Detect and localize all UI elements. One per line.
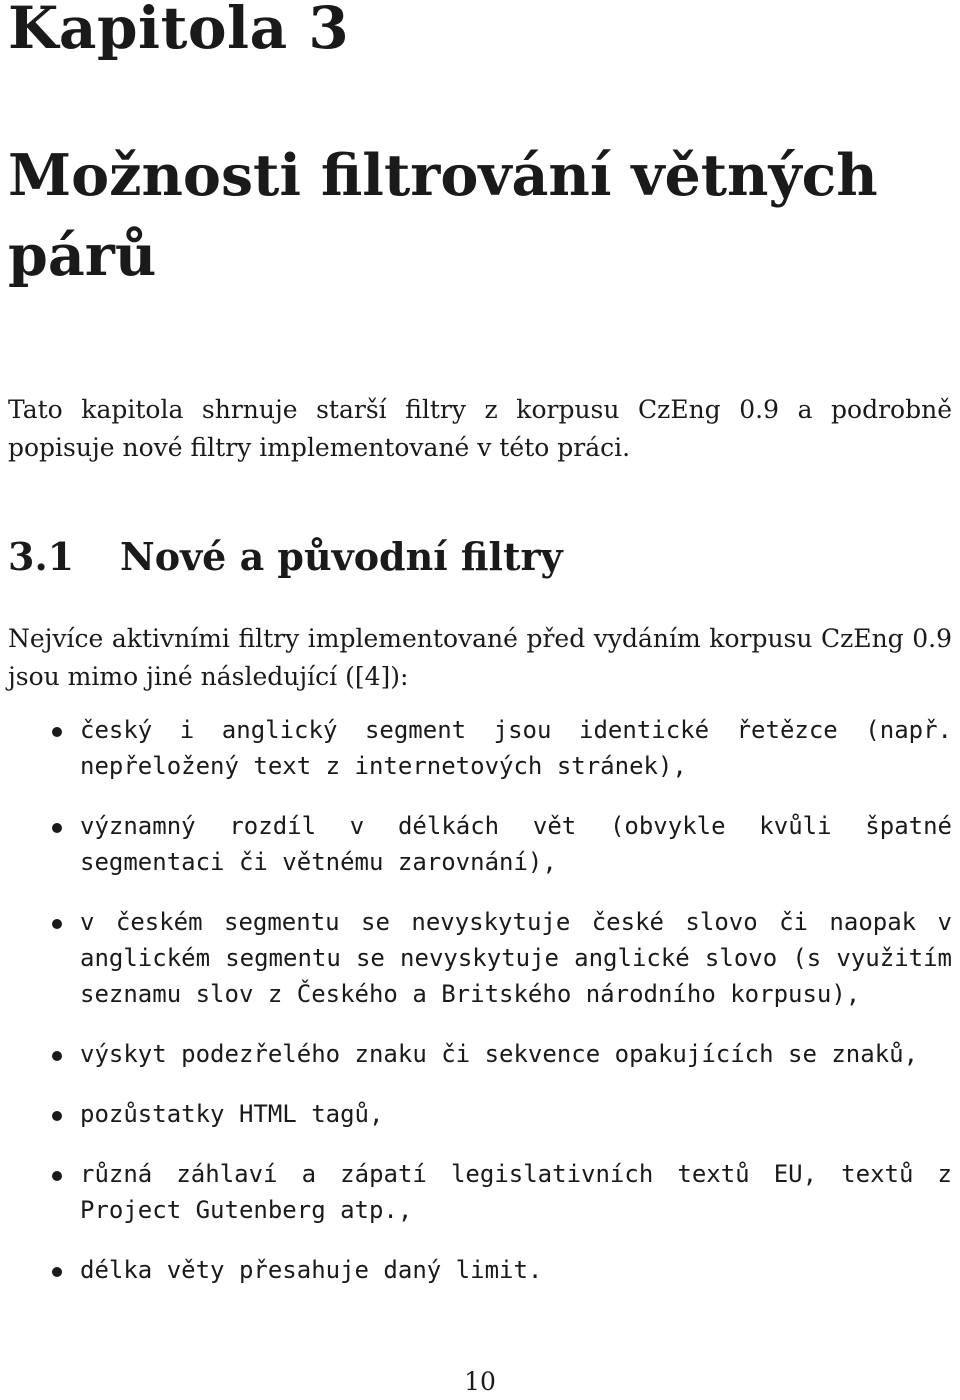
list-item-text: různá záhlaví a zápatí legislativních textů EU, textů z Project Gutenberg atp., [80, 1160, 952, 1224]
bullet-icon [52, 1111, 62, 1121]
list-item [0, 808, 952, 880]
list-item [0, 904, 952, 1012]
chapter-label: Kapitola 3 [8, 0, 350, 62]
section-heading [8, 532, 563, 582]
list-item-text: výskyt podezřelého znaku či sekvence opakujících se znaků, [80, 1040, 919, 1068]
list-item-text: pozůstatky HTML tagů, [80, 1100, 384, 1128]
list-item-text: v českém segmentu se nevyskytuje české slovo či naopak v anglickém segmentu se nevyskytuje anglické slovo (s využitím seznamu slov z Českého a Britského národního korpusu), [80, 908, 952, 1008]
list-item-text: český i anglický segment jsou identické řetězce (např. nepřeložený text z internetových stránek), [80, 716, 952, 780]
bullet-icon [52, 919, 62, 929]
chapter-title: Možnosti filtrování větných párů [8, 142, 878, 289]
list-item [0, 1156, 952, 1228]
filter-list [0, 712, 960, 1312]
list-item [0, 712, 952, 784]
section-title: Nové a původní filtry [120, 534, 563, 579]
list-item [0, 1252, 952, 1288]
section-paragraph: Nejvíce aktivními filtry implementované před vydáním korpusu CzEng 0.9 jsou mimo jiné následující ([4]): [8, 624, 952, 691]
bullet-icon [52, 727, 62, 737]
list-item [0, 1096, 952, 1132]
list-item-text: významný rozdíl v délkách vět (obvykle kvůli špatné segmentaci či větnému zarovnání), [80, 812, 952, 876]
intro-paragraph: Tato kapitola shrnuje starší filtry z korpusu CzEng 0.9 a podrobně popisuje nové filtry implementované v této práci. [8, 395, 952, 462]
bullet-icon [52, 1051, 62, 1061]
list-item [0, 1036, 952, 1072]
bullet-icon [52, 1171, 62, 1181]
bullet-icon [52, 823, 62, 833]
list-item-text: délka věty přesahuje daný limit. [80, 1256, 543, 1284]
bullet-icon [52, 1267, 62, 1277]
page-number: 10 [464, 1367, 496, 1396]
section-number: 3.1 [8, 534, 75, 579]
